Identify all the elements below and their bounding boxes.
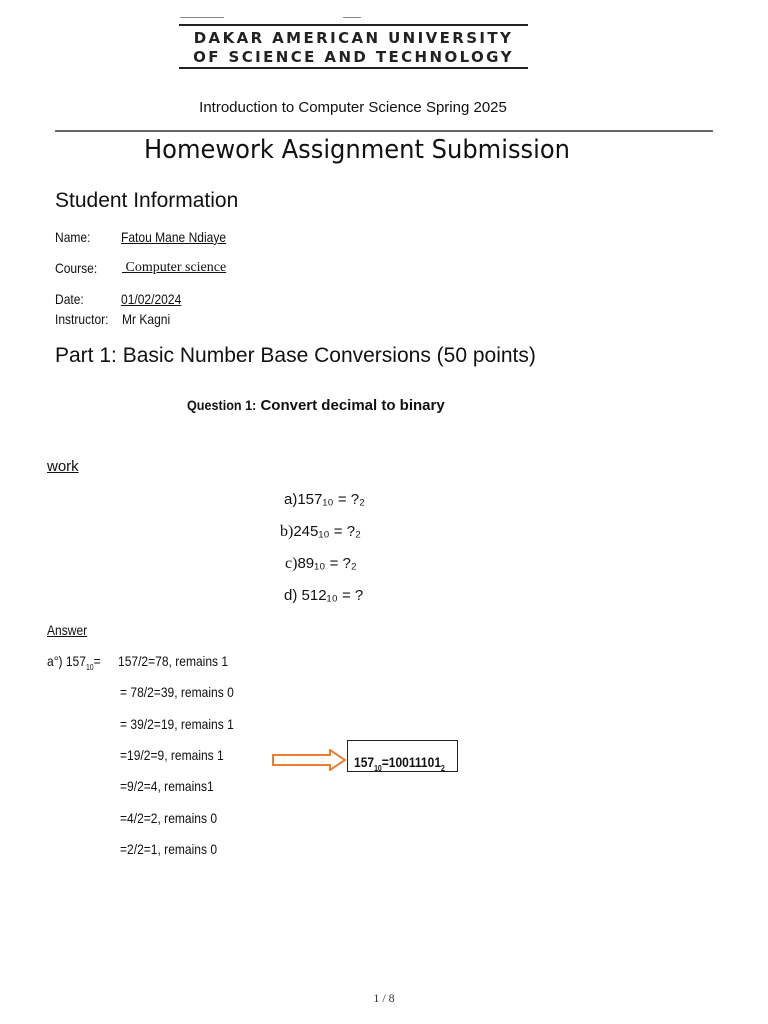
course-header: Introduction to Computer Science Spring 2025 — [199, 99, 507, 116]
exercise-a — [284, 491, 365, 508]
part1-heading: Part 1: Basic Number Base Conversions (50 points) — [55, 344, 536, 367]
answer-step: =9/2=4, remains1 — [120, 778, 214, 794]
name-value: Fatou Mane Ndiaye — [121, 229, 227, 245]
page-indicator: 1 / 8 — [373, 991, 395, 1005]
exercise-d — [284, 587, 363, 604]
exercise-letter: a) — [284, 491, 298, 508]
university-logo-line-1: DAKAR AMERICAN UNIVERSITY — [193, 29, 514, 47]
answer-step: =4/2=2, remains 0 — [120, 810, 218, 826]
answer-step: = 39/2=19, remains 1 — [120, 716, 234, 732]
logo-top-rule — [179, 24, 528, 26]
date-value: 01/02/2024 — [121, 291, 182, 307]
name-label: Name: — [55, 229, 91, 245]
answer-step: = 78/2=39, remains 0 — [120, 684, 234, 700]
instructor-label: Instructor: — [55, 311, 109, 327]
question-label: Question 1: — [187, 397, 257, 413]
exercise-expression: 89₁₀ = ?₂ — [297, 555, 357, 572]
right-arrow-icon — [272, 749, 346, 771]
result-text: $157_{10}=10011101_2$ — [354, 754, 445, 773]
question-1 — [187, 397, 445, 415]
exercise-expression: 157₁₀ = ?₂ — [297, 491, 365, 508]
logo-bottom-rule — [179, 67, 528, 69]
answer-step: =19/2=9, remains 1 — [120, 747, 224, 763]
work-label: work — [47, 458, 79, 475]
exercise-letter: c) — [285, 555, 298, 572]
course-value: Computer science — [125, 260, 227, 275]
answer-step: =2/2=1, remains 0 — [120, 841, 218, 857]
exercise-letter: b) — [280, 523, 294, 540]
exercise-letter: d) — [284, 587, 302, 604]
date-label: Date: — [55, 291, 84, 307]
answer-step: 157/2=78, remains 1 — [118, 653, 229, 669]
exercise-c — [285, 555, 357, 573]
document-title: Homework Assignment Submission — [144, 135, 570, 165]
exercise-expression: 512₁₀ = ? — [301, 587, 364, 604]
course-label: Course: — [55, 260, 98, 276]
student-info-heading: Student Information — [55, 189, 239, 212]
instructor-value: Mr Kagni — [122, 311, 171, 327]
logo-top-mark — [343, 17, 361, 18]
question-text: Convert decimal to binary — [260, 397, 445, 414]
exercise-b — [280, 523, 361, 541]
header-divider — [55, 130, 713, 132]
answer-a-prefix: a°) $157_{10}=$ — [47, 653, 101, 672]
university-logo-line-2: OF SCIENCE AND TECHNOLOGY — [193, 48, 514, 66]
logo-top-mark — [180, 17, 224, 18]
answer-label: Answer — [47, 622, 88, 638]
exercise-expression: 245₁₀ = ?₂ — [293, 523, 361, 540]
